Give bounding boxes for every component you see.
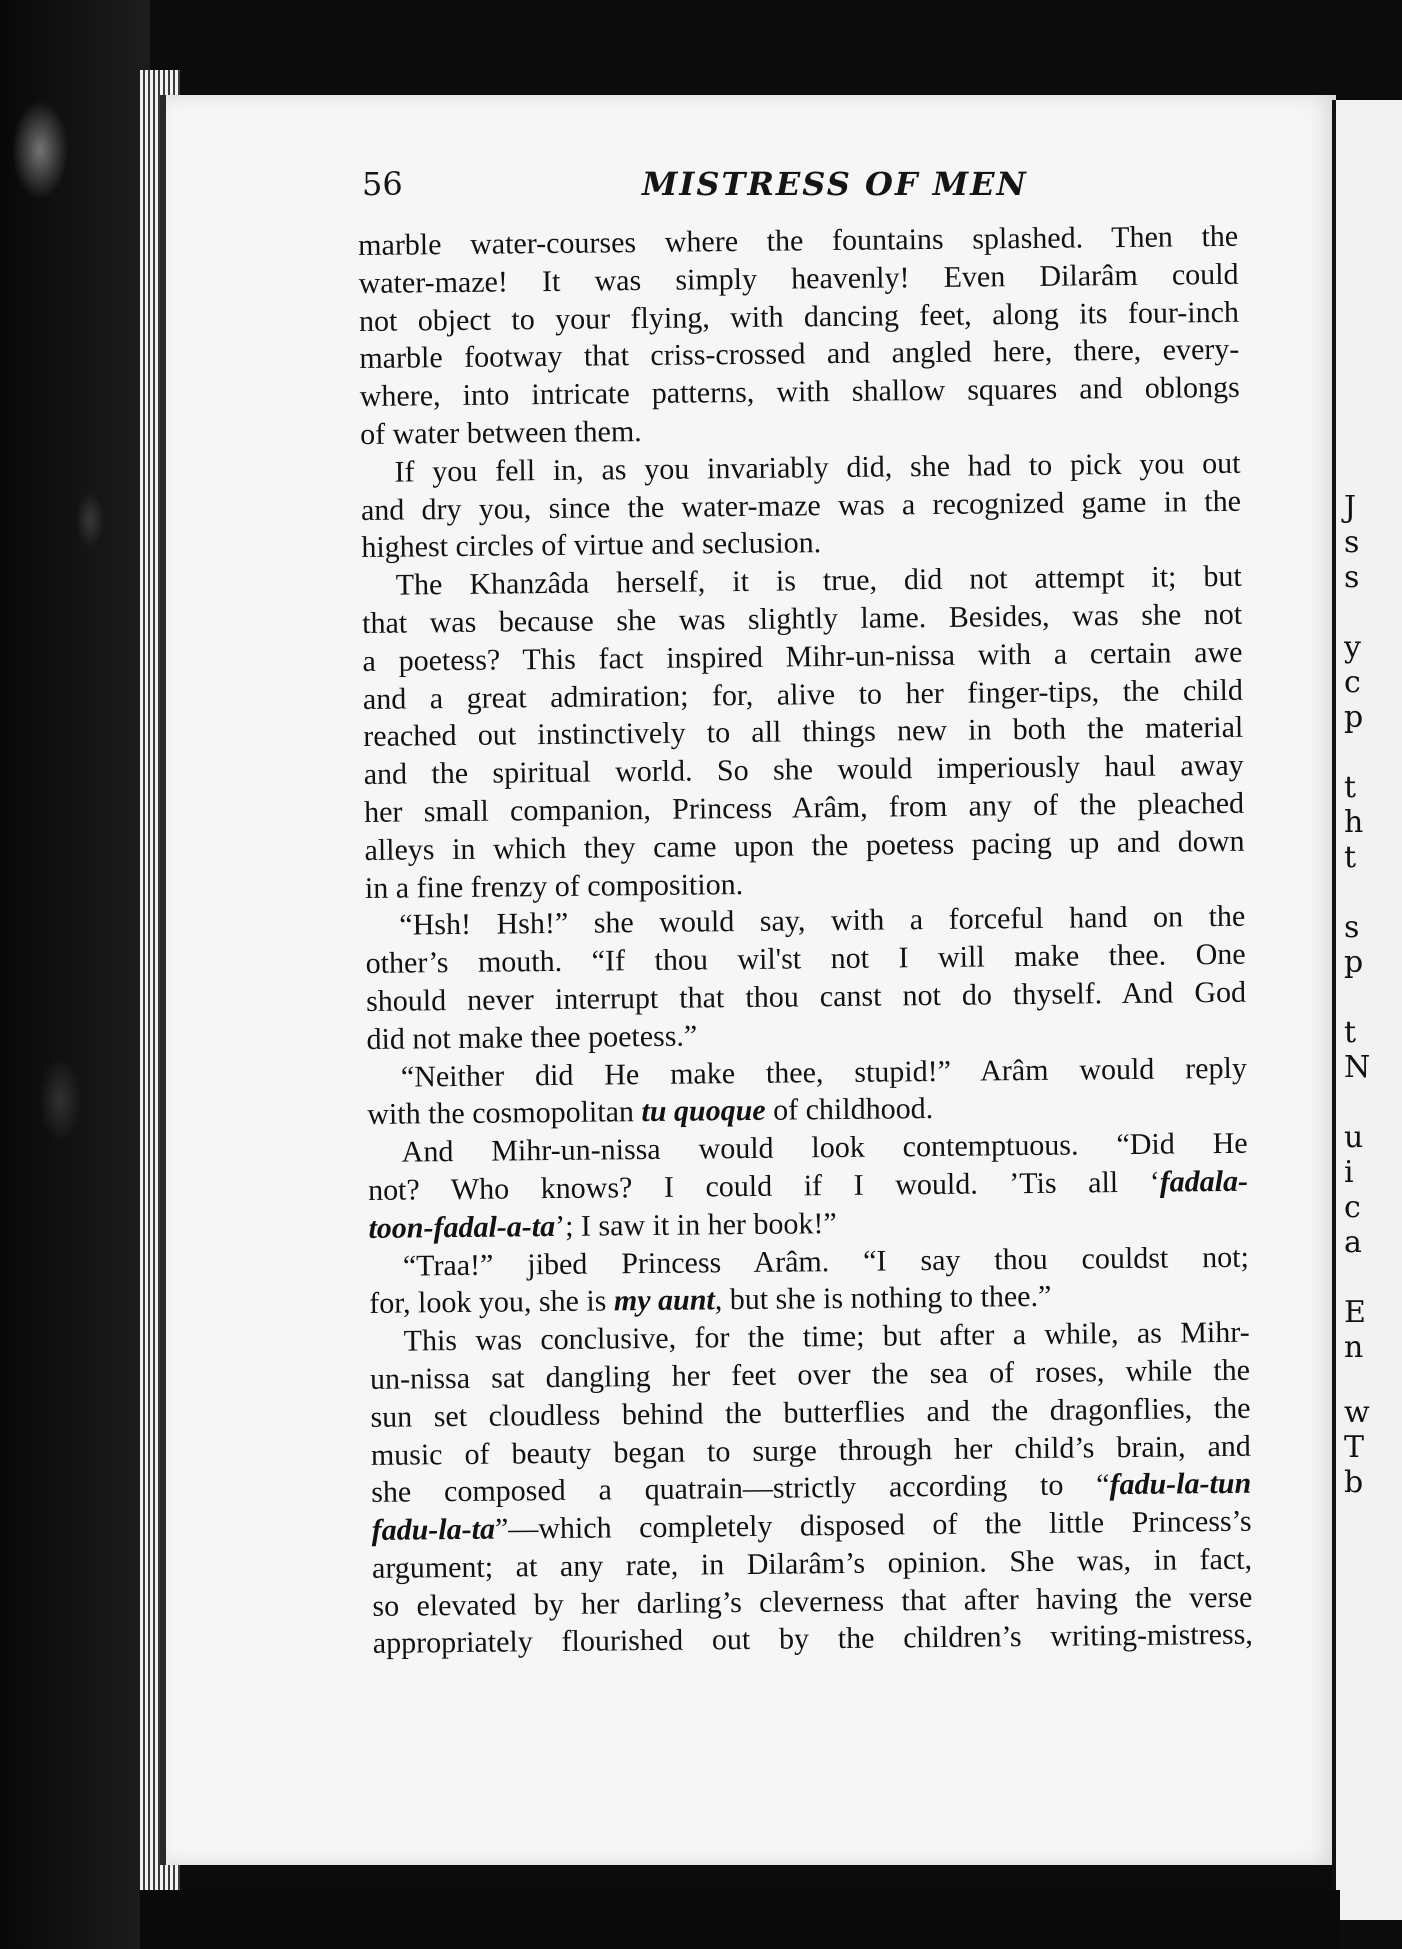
- facing-fragment: c: [1344, 1190, 1361, 1225]
- facing-fragment: s: [1344, 560, 1360, 595]
- text-line: and dry you, since the water-maze was a recognized game in the: [360, 484, 1242, 527]
- text-line: did not make thee poetess.”: [366, 1019, 698, 1056]
- italic-run: fadala-: [1159, 1164, 1249, 1199]
- facing-fragment: i: [1344, 1155, 1354, 1190]
- facing-fragment: t: [1344, 770, 1357, 805]
- text-line: her small companion, Princess Arâm, from any of the pleached: [363, 786, 1245, 829]
- text-line: “Traa!” jibed Princess Arâm. “I say thou couldst not;: [402, 1240, 1250, 1283]
- text-run: , but she is nothing to thee.”: [714, 1280, 1052, 1317]
- text-run: ’; I saw it in her book!”: [554, 1206, 837, 1243]
- facing-fragment: p: [1344, 945, 1364, 980]
- text-run: she composed a quatrain—strictly according to “: [371, 1468, 1110, 1510]
- text-line: “Neither did He make thee, stupid!” Arâm would reply: [400, 1051, 1248, 1094]
- text-line: and the spiritual world. So she would imperiously haul away: [363, 748, 1244, 792]
- text-line: a poetess? This fact inspired Mihr-un-nissa with a certain awe: [362, 635, 1243, 678]
- facing-fragment: u: [1344, 1120, 1364, 1155]
- facing-fragment: N: [1344, 1050, 1371, 1085]
- italic-run: fadu-la-ta: [371, 1512, 496, 1548]
- text-line: water-maze! It was simply heavenly! Even Dilarâm could: [358, 257, 1239, 300]
- text-line: in a fine frenzy of composition.: [364, 867, 744, 905]
- text-line: where, into intricate patterns, with shallow squares and oblongs: [359, 370, 1240, 414]
- text-line: If you fell in, as you invariably did, she had to pick you out: [394, 446, 1241, 489]
- facing-fragment: t: [1344, 840, 1357, 875]
- text-line: music of beauty began to surge through her child’s brain, and: [370, 1429, 1251, 1472]
- text-line: of water between them.: [359, 415, 642, 451]
- text-line: “Hsh! Hsh!” she would say, with a forceful hand on the: [399, 900, 1246, 942]
- facing-fragment: J: [1344, 490, 1357, 525]
- text-line: and a great admiration; for, alive to her finger-tips, the child: [362, 673, 1244, 716]
- facing-fragment: T: [1344, 1430, 1365, 1465]
- text-run: of childhood.: [765, 1092, 934, 1128]
- scan-bottom-border: [140, 1890, 1340, 1949]
- scan-border: [0, 0, 150, 1949]
- text-line: so elevated by her darling’s cleverness that after having the verse: [372, 1580, 1253, 1623]
- text-line: that was because she was slightly lame. Besides, was she not: [361, 597, 1243, 640]
- facing-fragment: s: [1344, 910, 1360, 945]
- text-line: This was conclusive, for the time; but after a while, as Mihr-: [403, 1315, 1250, 1358]
- page-number: 56: [362, 165, 403, 203]
- facing-fragment: n: [1344, 1330, 1364, 1365]
- italic-run: my aunt: [613, 1283, 715, 1318]
- text-line: argument; at any rate, in Dilarâm’s opinion. She was, in fact,: [371, 1542, 1253, 1585]
- text-run: not? Who knows? I could if I would. ’Tis all ‘: [367, 1165, 1160, 1207]
- facing-fragment: b: [1344, 1465, 1364, 1500]
- text-run: with the cosmopolitan: [367, 1095, 642, 1132]
- facing-fragment: h: [1344, 805, 1364, 840]
- text-line: marble footway that criss-crossed and angled here, there, every-: [359, 333, 1240, 376]
- text-run: ”—which completely disposed of the little Princess’s: [494, 1504, 1252, 1546]
- running-title: MISTRESS OF MEN: [642, 165, 1028, 203]
- facing-fragment: c: [1344, 665, 1361, 700]
- text-line: un-nissa sat dangling her feet over the sea of roses, while the: [369, 1353, 1251, 1396]
- facing-fragment: a: [1344, 1225, 1362, 1260]
- facing-fragment: w: [1344, 1395, 1370, 1430]
- text-line: other’s mouth. “If thou wil'st not I will make thee. One: [365, 937, 1246, 981]
- running-head: [362, 165, 1242, 215]
- facing-fragment: y: [1344, 630, 1361, 665]
- facing-fragment: p: [1344, 700, 1364, 735]
- text-line: appropriately flourished out by the children’s writing-mistress,: [372, 1618, 1253, 1661]
- text-line: sun set cloudless behind the butterflies and the dragonflies, the: [370, 1391, 1251, 1434]
- italic-run: fadu-la-tun: [1109, 1467, 1252, 1502]
- text-line: not object to your flying, with dancing feet, along its four-inch: [358, 295, 1240, 338]
- text-line: The Khanzâda herself, it is true, did not attempt it; but: [395, 559, 1242, 602]
- text-line: should never interrupt that thou canst not do thyself. And God: [365, 975, 1247, 1018]
- italic-run: toon-fadal-a-ta: [368, 1209, 556, 1245]
- text-line: highest circles of virtue and seclusion.: [361, 526, 822, 565]
- facing-fragment: t: [1344, 1015, 1357, 1050]
- facing-page: [1332, 100, 1402, 1920]
- text-line: And Mihr-un-nissa would look contemptuous. “Did He: [401, 1126, 1248, 1169]
- facing-fragment: E: [1344, 1295, 1366, 1330]
- text-line: marble water-courses where the fountains splashed. Then the: [358, 219, 1239, 262]
- facing-fragment: s: [1344, 525, 1360, 560]
- body-text: [358, 218, 1253, 1663]
- text-run: for, look you, she is: [369, 1284, 615, 1321]
- text-line: alleys in which they came upon the poetess pacing up and down: [364, 824, 1245, 867]
- text-line: reached out instinctively to all things new in both the material: [363, 711, 1244, 754]
- italic-run: tu quoque: [641, 1094, 766, 1129]
